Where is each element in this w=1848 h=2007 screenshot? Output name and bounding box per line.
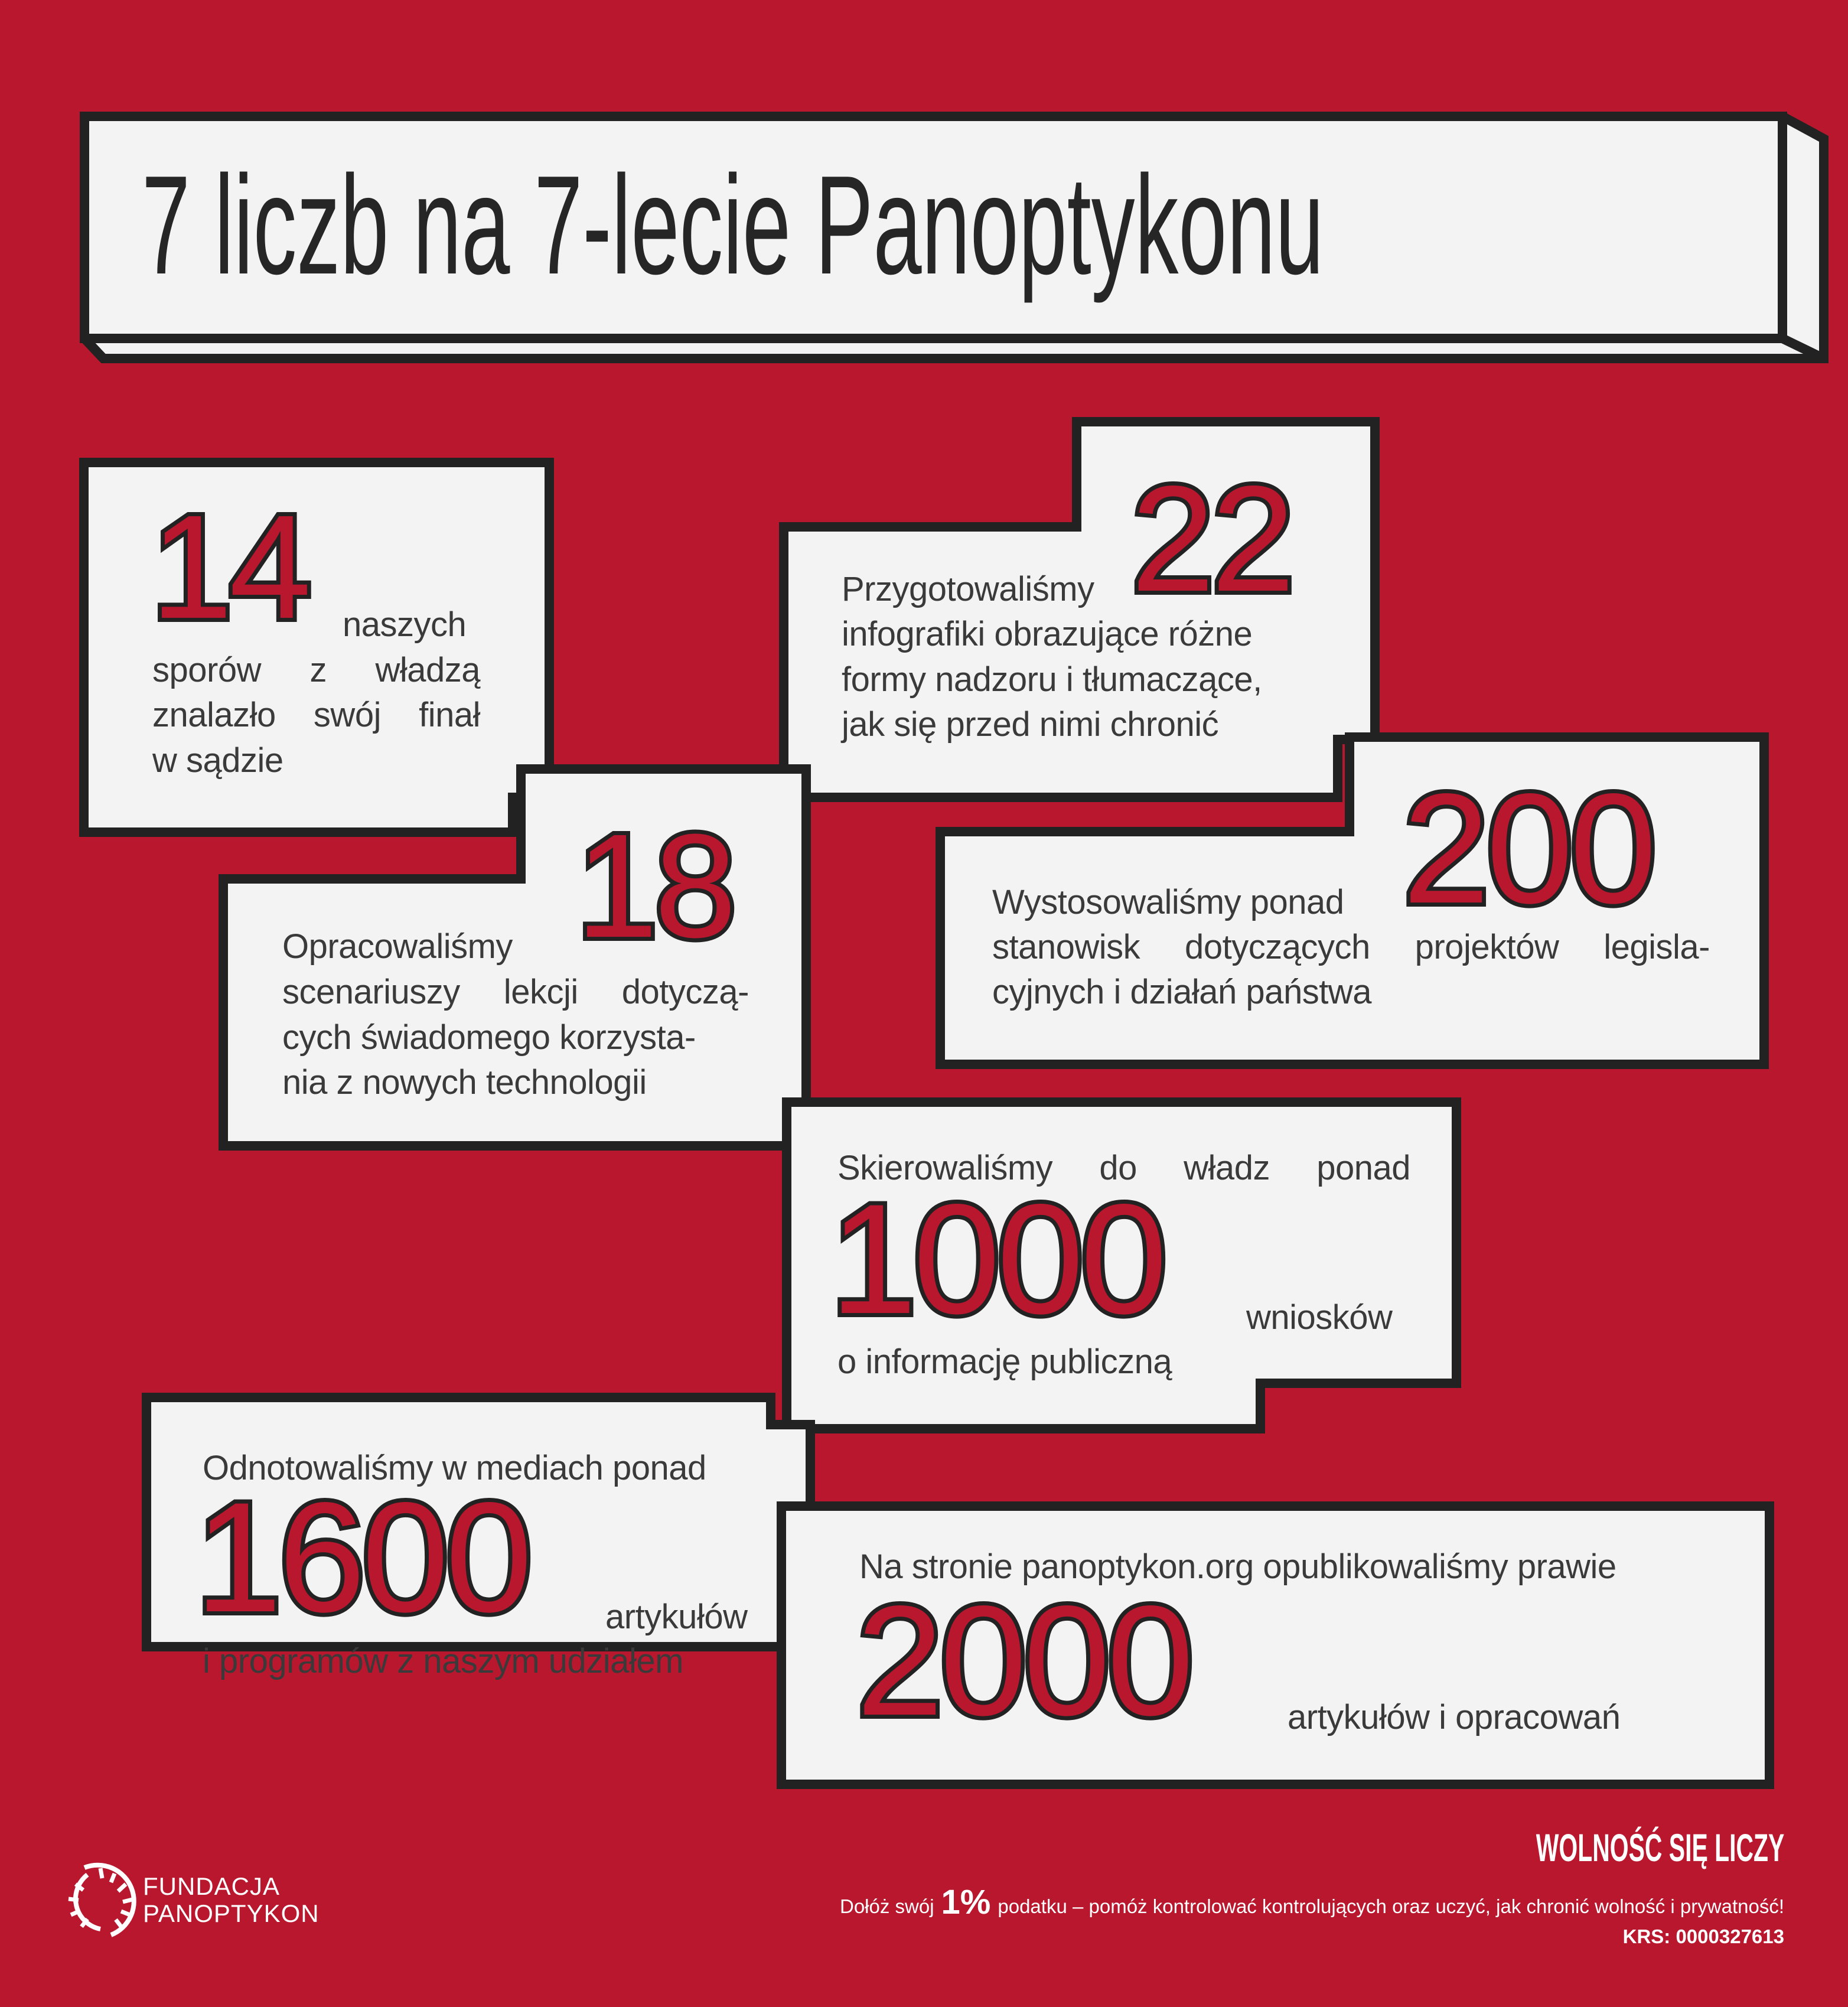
- stat-22-line-1: infografiki obrazujące różne: [842, 615, 1253, 653]
- krs-number: KRS: 0000327613: [1622, 1925, 1784, 1947]
- stat-1600-lead: Odnotowaliśmy w mediach ponad: [203, 1449, 706, 1487]
- stat-2000-lead: Na stronie panoptykon.org opublikowaliśmy prawie: [859, 1547, 1616, 1586]
- stat-22-line-3: jak się przed nimi chronić: [842, 705, 1219, 744]
- stat-number-22: 22: [1131, 455, 1292, 623]
- tax-percent: 1%: [941, 1883, 991, 1921]
- stat-200-lead: Wystosowaliśmy ponad: [992, 883, 1344, 921]
- stat-1600-line-1: i programów z naszym udziałem: [203, 1642, 683, 1680]
- stat-number-1000: 1000: [830, 1172, 1164, 1347]
- stat-number-200: 200: [1403, 761, 1654, 936]
- stat-14-line-2: sporów z władzą: [152, 651, 480, 689]
- logo-text-line-2: PANOPTYKON: [143, 1900, 320, 1927]
- tax-appeal: [839, 1883, 1784, 1921]
- stat-18-line-2: cych świadomego korzysta-: [282, 1018, 696, 1057]
- stat-14-line-4: w sądzie: [152, 741, 283, 780]
- stat-200-line-2: cyjnych i działań państwa: [992, 973, 1371, 1011]
- stat-1000-line-1: o informację publiczną: [837, 1343, 1172, 1381]
- stat-number-18: 18: [576, 803, 734, 968]
- tax-appeal-post: podatku – pomóż kontrolować kontrolujących oraz uczyć, jak chronić wolność i prywatność!: [998, 1895, 1784, 1917]
- page-title: 7 liczb na 7-lecie Panoptykonu: [142, 147, 1324, 304]
- stat-22-line-2: formy nadzoru i tłumaczące,: [842, 660, 1262, 699]
- stat-18-line-1: scenariuszy lekcji dotyczą-: [282, 973, 749, 1011]
- stat-22-lead: Przygotowaliśmy: [842, 570, 1094, 608]
- stat-18-line-3: nia z nowych technologii: [282, 1063, 647, 1102]
- stat-1600-after: artykułów: [605, 1598, 748, 1636]
- stat-14-line-1: naszych: [343, 605, 467, 644]
- slogan: WOLNOŚĆ SIĘ LICZY: [1536, 1826, 1784, 1869]
- panoptykon-logo: [64, 1861, 138, 1940]
- stat-200-line-1: stanowisk dotyczących projektów legisla-: [992, 928, 1710, 966]
- tax-appeal-pre: Dołóż swój: [839, 1895, 934, 1917]
- stat-14-line-3: znalazło swój finał: [152, 696, 480, 734]
- stat-1000-lead: Skierowaliśmy do władz ponad: [837, 1149, 1410, 1187]
- stat-1000-after: wniosków: [1246, 1298, 1393, 1337]
- logo-text-line-1: FUNDACJA: [143, 1872, 281, 1900]
- stat-2000-after: artykułów i opracowań: [1288, 1698, 1621, 1736]
- stat-number-14: 14: [151, 484, 308, 649]
- stat-18-lead: Opracowaliśmy: [282, 927, 513, 966]
- panoptykon-logo-icon: [64, 1861, 138, 1940]
- stat-number-2000: 2000: [856, 1573, 1191, 1748]
- stat-number-1600: 1600: [195, 1470, 529, 1645]
